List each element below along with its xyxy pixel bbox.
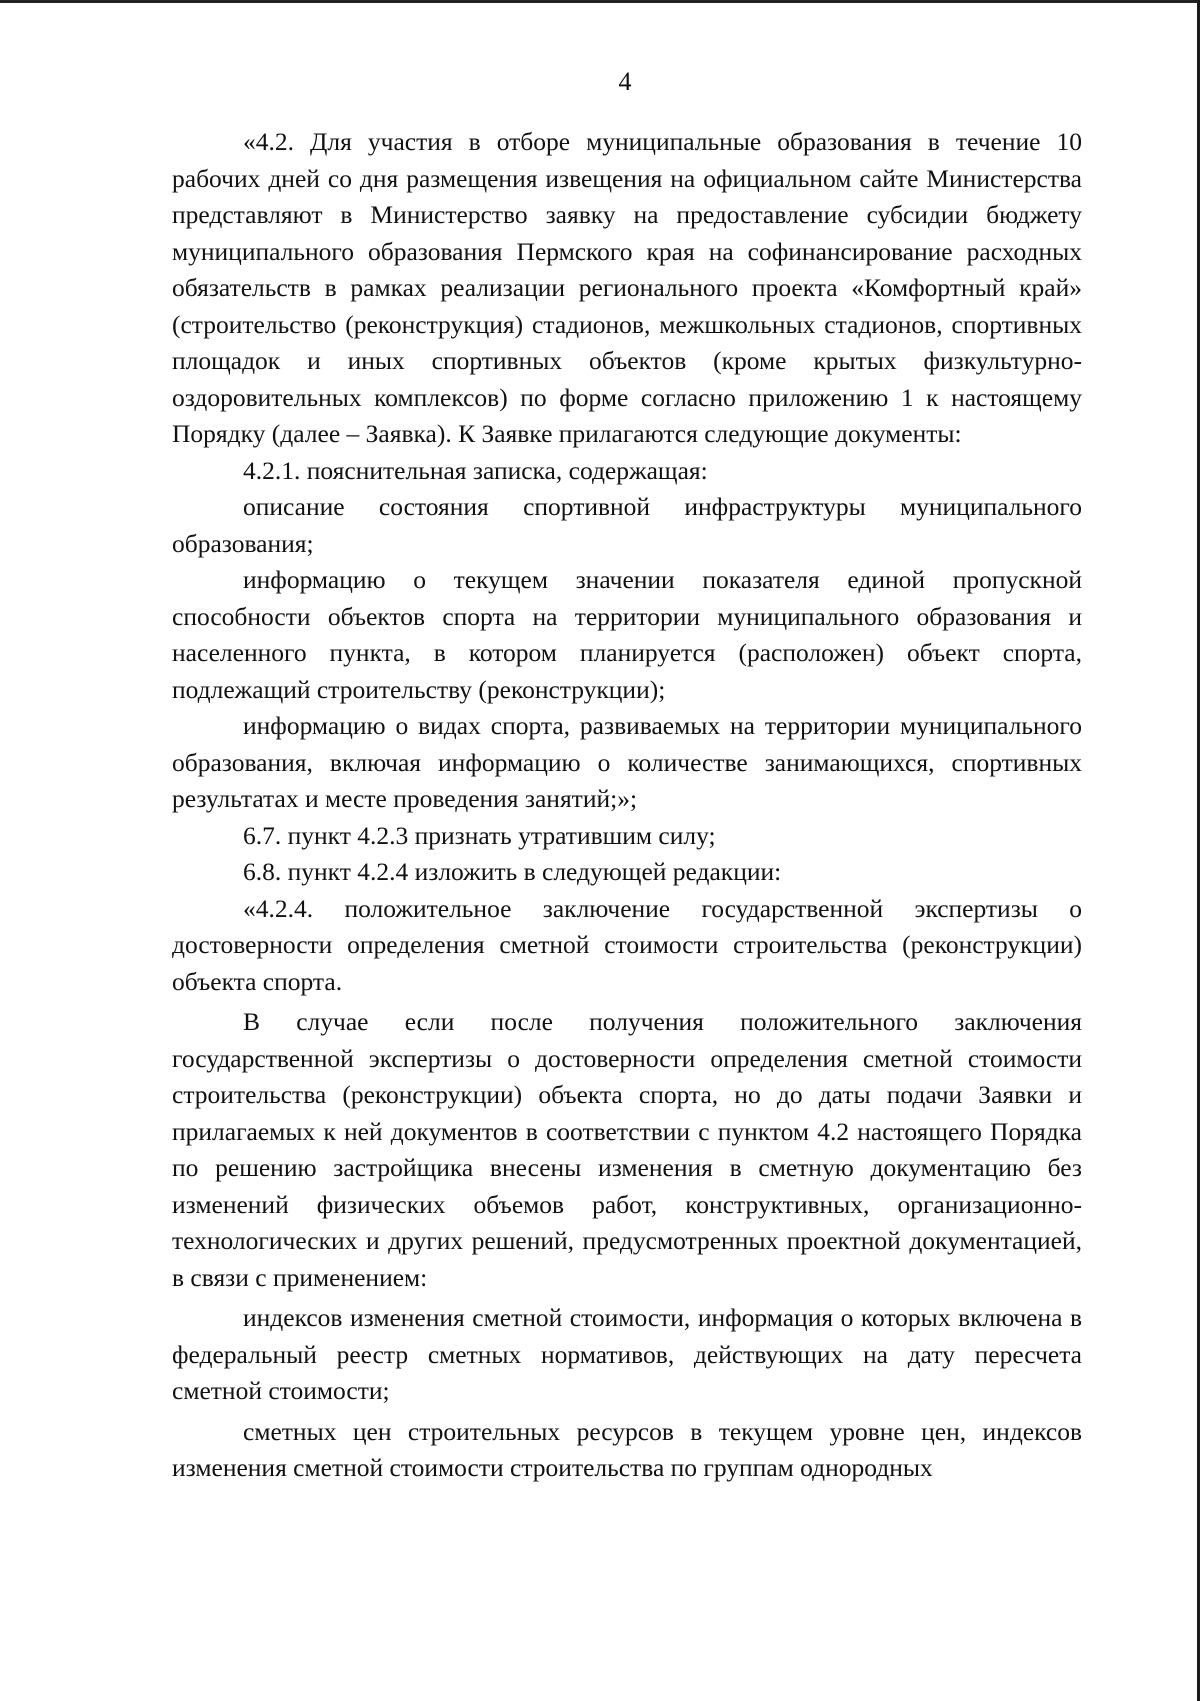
paragraph-estimate-changes: В случае если после получения положительного заключения государственной экспертизы о достоверности определения сметной стоимости строительства (реконструкции) объекта спорта, но до даты подачи Заявки и прилагаемых к ней документов в соответствии с пунктом 4.2 настоящего Порядка по решению застройщика внесены изменения в сметную документацию без изменений физических объемов работ, конструктивных, организационно-технологических и других решений, предусмотренных проектной документацией, в связи с применением:	[172, 1007, 1082, 1292]
paragraph-4-2: «4.2. Для участия в отборе муниципальные образования в течение 10 рабочих дней со дня размещения извещения на официальном сайте Министерства представляют в Министерство заявку на предоставление субсидии бюджету муниципального образования Пермского края на софинансирование расходных обязательств в рамках реализации регионального проекта «Комфортный край» (строительство (реконструкция) стадионов, межшкольных стадионов, спортивных площадок и иных спортивных объектов (кроме крытых физкультурно-оздоровительных комплексов) по форме согласно приложению 1 к настоящему Порядку (далее – Заявка). К Заявке прилагаются следующие документы:	[172, 127, 1082, 448]
document-body	[172, 124, 1082, 1487]
page-number: 4	[618, 67, 632, 96]
paragraph-4-2-1: 4.2.1. пояснительная записка, содержащая:	[243, 455, 708, 485]
paragraph-sports-types-info: информацию о видах спорта, развиваемых на территории муниципального образования, включая информацию о количестве занимающихся, спортивных результатах и месте проведения занятий;»;	[172, 711, 1082, 813]
paragraph-6-7: 6.7. пункт 4.2.3 признать утратившим силу;	[243, 820, 716, 850]
paragraph-cost-indexes: индексов изменения сметной стоимости, информация о которых включена в федеральный реестр сметных нормативов, действующих на дату пересчета сметной стоимости;	[172, 1303, 1082, 1405]
paragraph-4-2-4: «4.2.4. положительное заключение государственной экспертизы о достоверности определения сметной стоимости строительства (реконструкции) объекта спорта.	[172, 893, 1082, 996]
paragraph-infrastructure-description: описание состояния спортивной инфраструктуры муниципального образования;	[172, 492, 1082, 558]
paragraph-capacity-info: информацию о текущем значении показателя единой пропускной способности объектов спорта на территории муниципального образования и населенного пункта, в котором планируется (расположен) объект спорта, подлежащий строительству (реконструкции);	[172, 565, 1082, 704]
paragraph-6-8: 6.8. пункт 4.2.4 изложить в следующей редакции:	[243, 857, 782, 886]
paragraph-resource-prices: сметных цен строительных ресурсов в текущем уровне цен, индексов изменения сметной стоимости строительства по группам однородных	[172, 1416, 1082, 1482]
